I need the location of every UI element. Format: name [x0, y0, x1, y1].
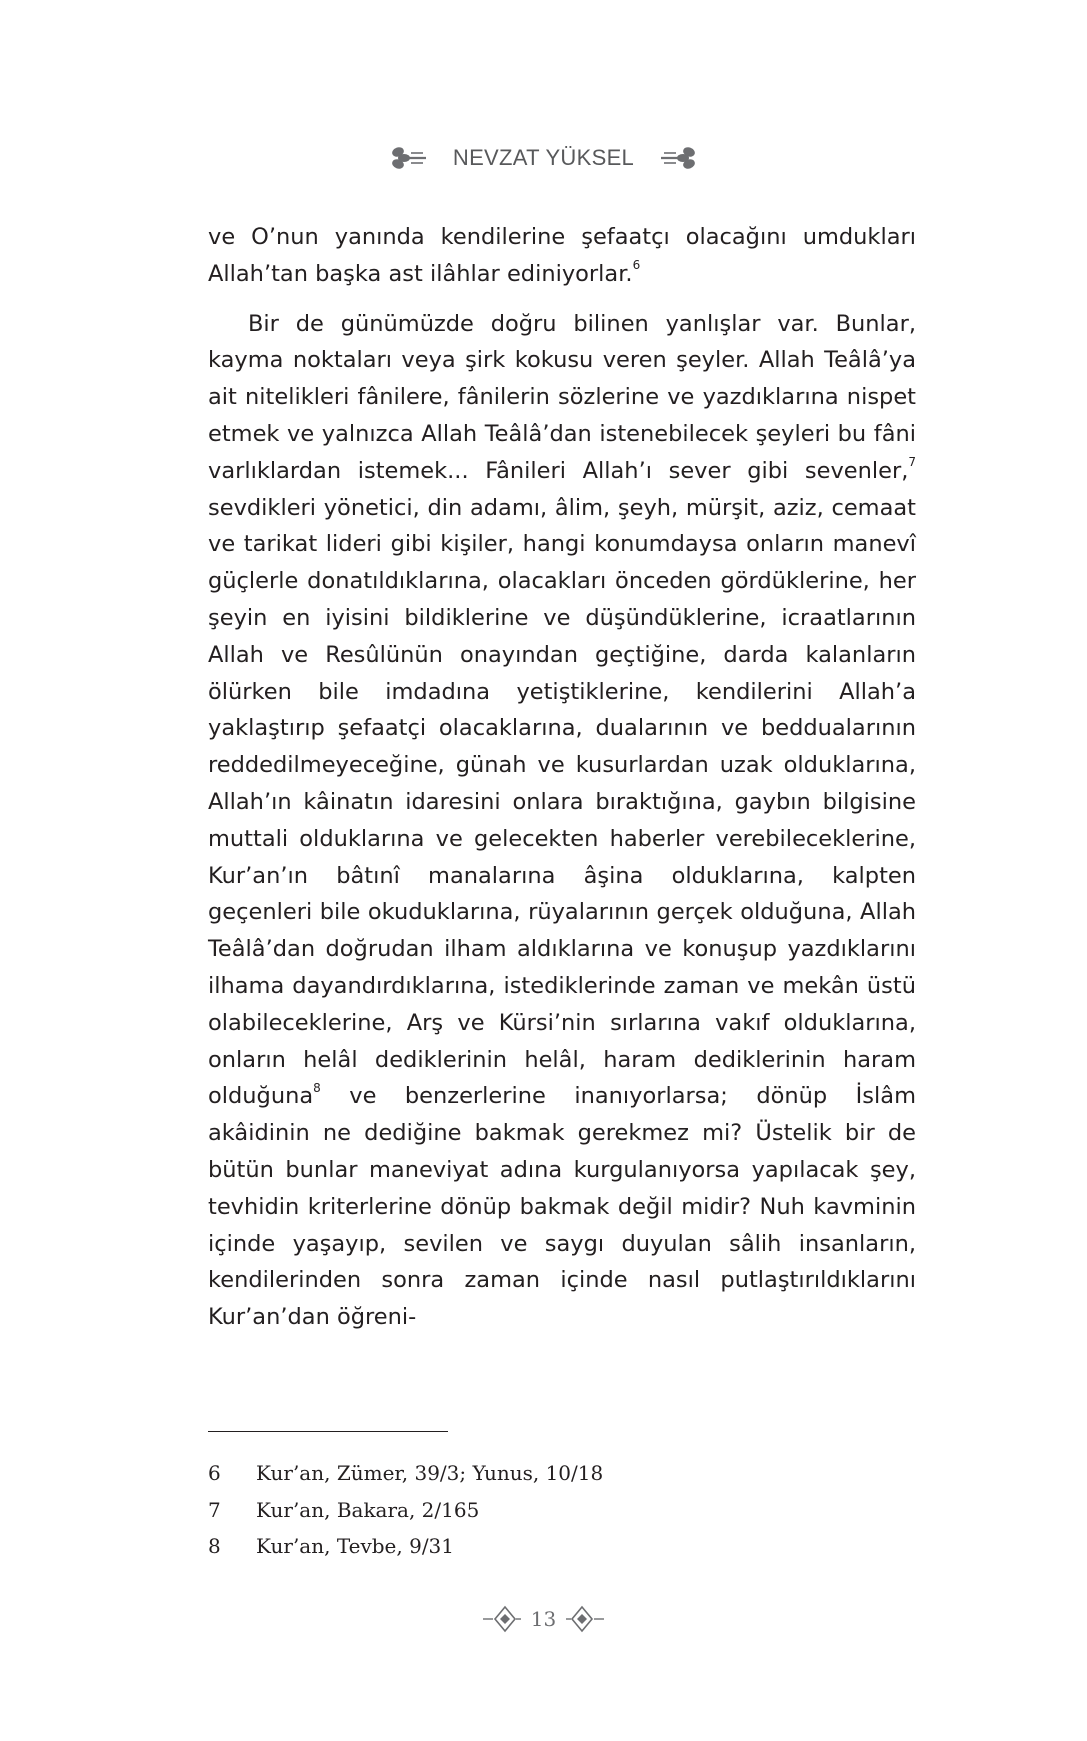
paragraph-text: ve benzerlerine inanıyorlarsa; dönüp İslâm akâidinin ne dediğine bakmak gerekmez mi? Üstelik bir de bütün bunlar maneviyat adına kurgulanıyorsa yapılacak şey, tevhidin kriterlerine dönüp bakmak değil midir? Nuh kavminin içinde yaşayıp, sevilen ve saygı duyulan sâlih insanların, kendilerinden sonra zaman içinde nasıl putlaştırıldıklarını Kur’an’dan öğreni- [208, 1083, 916, 1331]
diamond-ornament-icon [483, 1604, 521, 1634]
footnote-reference: 8 [313, 1080, 321, 1095]
footnotes [208, 1455, 808, 1565]
paragraph [208, 306, 916, 1336]
footnote-number: 8 [208, 1534, 221, 1559]
footnote-text: Kur’an, Zümer, 39/3; Yunus, 10/18 [256, 1461, 604, 1486]
footnote-item [208, 1455, 808, 1492]
paragraph-text: Bir de günümüzde doğru bilinen yanlışlar var. Bunlar, kayma noktaları veya şirk kokusu veren şeyler. Allah Teâlâ’ya ait nitelikleri fânilere, fânilerin sözlerine ve yazdıklarına nispet etmek ve yalnızca Allah Teâlâ’dan istenebilecek şeyleri bu fâni varlıklardan istemek... Fânileri Allah’ı sever gibi sevenler, [208, 310, 916, 484]
body-text [208, 219, 916, 1336]
paragraph-text: ve O’nun yanında kendilerine şefaatçı olacağını umdukları Allah’tan başka ast ilâhlar ediniyorlar. [208, 224, 916, 287]
page-number-text: 13 [530, 1607, 557, 1631]
diamond-ornament-icon [566, 1604, 604, 1634]
footnote-reference: 7 [908, 455, 916, 470]
footnote-text: Kur’an, Tevbe, 9/31 [256, 1534, 455, 1559]
footnote-divider [208, 1431, 448, 1432]
page-number [0, 1604, 1087, 1634]
footnote-number: 6 [208, 1461, 221, 1486]
paragraph-text: sevdikleri yönetici, din adamı, âlim, şeyh, mürşit, aziz, cemaat ve tarikat lideri gibi kişiler, hangi konumdaysa onların manevî güçlerle donatıldıklarına, olacakları önceden gördüklerine, her şeyin en iyisini bildiklerine ve düşündüklerine, icraatlarının Allah ve Resûlünün onayından geçtiğine, darda kalanların ölürken bile imdadına yetiştiklerine, kendilerini Allah’a yaklaştırıp şefaatçi olacaklarına, dualarının ve beddualarının reddedilmeyeceğine, günah ve kusurlardan uzak olduklarına, Allah’ın kâinatın idaresini onlara bıraktığına, gaybın bilgisine muttali olduklarına ve gelecekten haberler verebileceklerine, Kur’an’ın bâtınî manalarına âşina olduklarına, kalpten geçenleri bile okuduklarına, rüyalarının gerçek olduğuna, Allah Teâlâ’dan doğrudan ilham aldıklarına ve konuşup yazdıklarını ilhama dayandırdıklarına, istediklerinde zaman ve mekân üstü olabileceklerine, Arş ve Kürsi’nin sırlarına vakıf olduklarına, onların helâl dediklerinin helâl, haram dediklerinin haram olduğuna [208, 494, 916, 1110]
footnote-item [208, 1492, 808, 1529]
leaf-ornament-icon [660, 144, 698, 172]
leaf-ornament-icon [389, 144, 427, 172]
footnote-item [208, 1528, 808, 1565]
running-header [0, 138, 1087, 178]
running-header-title: NEVZAT YÜKSEL [452, 145, 635, 170]
footnote-number: 7 [208, 1497, 221, 1522]
paragraph [208, 219, 916, 293]
footnote-text: Kur’an, Bakara, 2/165 [256, 1497, 480, 1522]
footnote-reference: 6 [632, 258, 641, 273]
